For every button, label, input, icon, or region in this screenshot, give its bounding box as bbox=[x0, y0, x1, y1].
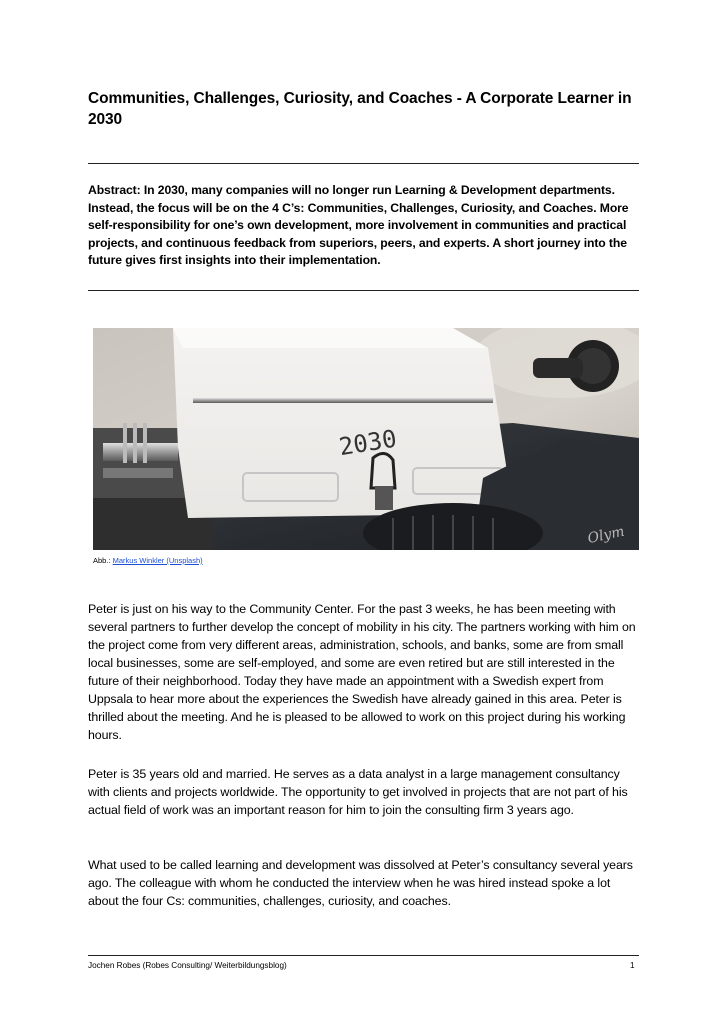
page-number: 1 bbox=[630, 961, 635, 970]
typewriter-brand-text: Olym bbox=[586, 523, 626, 547]
body-paragraph-1: Peter is just on his way to the Community Center. For the past 3 weeks, he has been meeting with several partners to further develop the concept of mobility in his city. The partners working with him on the project come from very different areas, administration, schools, and banks, some are from small local businesses, some are self-employed, and some are even retired but are still interested in the future of their neighborhood. Today they have made an appointment with a Swedish expert from Uppsala to hear more about the experiences the Swedish have already gained in this area. Peter is thrilled about the meeting. And he is pleased to be allowed to work on this project during his working hours. bbox=[88, 602, 636, 742]
caption-photo-credit-link[interactable]: Markus Winkler (Unsplash) bbox=[112, 556, 203, 565]
divider-top bbox=[88, 163, 639, 164]
footer-divider bbox=[88, 955, 639, 956]
caption-prefix: Abb.: bbox=[93, 556, 113, 565]
paper-year-text: 2030 bbox=[337, 424, 399, 462]
body-paragraph-2: Peter is 35 years old and married. He serves as a data analyst in a large management consultancy with clients and projects worldwide. The opportunity to get involved in projects that are not part of his actual field of work was an important reason for him to join the consulting firm 3 years ago. bbox=[88, 767, 628, 817]
footer-author: Jochen Robes (Robes Consulting/ Weiterbildungsblog) bbox=[88, 961, 287, 970]
divider-bottom bbox=[88, 290, 639, 291]
document-title: Communities, Challenges, Curiosity, and Coaches - A Corporate Learner in 2030 bbox=[88, 90, 632, 128]
abstract-text: Abstract: In 2030, many companies will no longer run Learning & Development departments. Instead, the focus will be on the 4 C’s: Communities, Challenges, Curiosity, and Coaches. More self-responsibility for one’s own development, more involvement in communities and practical projects, and continuous feedback from superiors, peers, and experts. A short journey into the future gives first insights into their implementation. bbox=[88, 183, 629, 268]
typewriter-photo bbox=[93, 328, 639, 550]
figure-caption bbox=[93, 556, 203, 566]
body-paragraph-3: What used to be called learning and development was dissolved at Peter’s consultancy several years ago. The colleague with whom he conducted the interview when he was hired instead spoke a lot about the four Cs: communities, challenges, curiosity, and coaches. bbox=[88, 858, 633, 908]
